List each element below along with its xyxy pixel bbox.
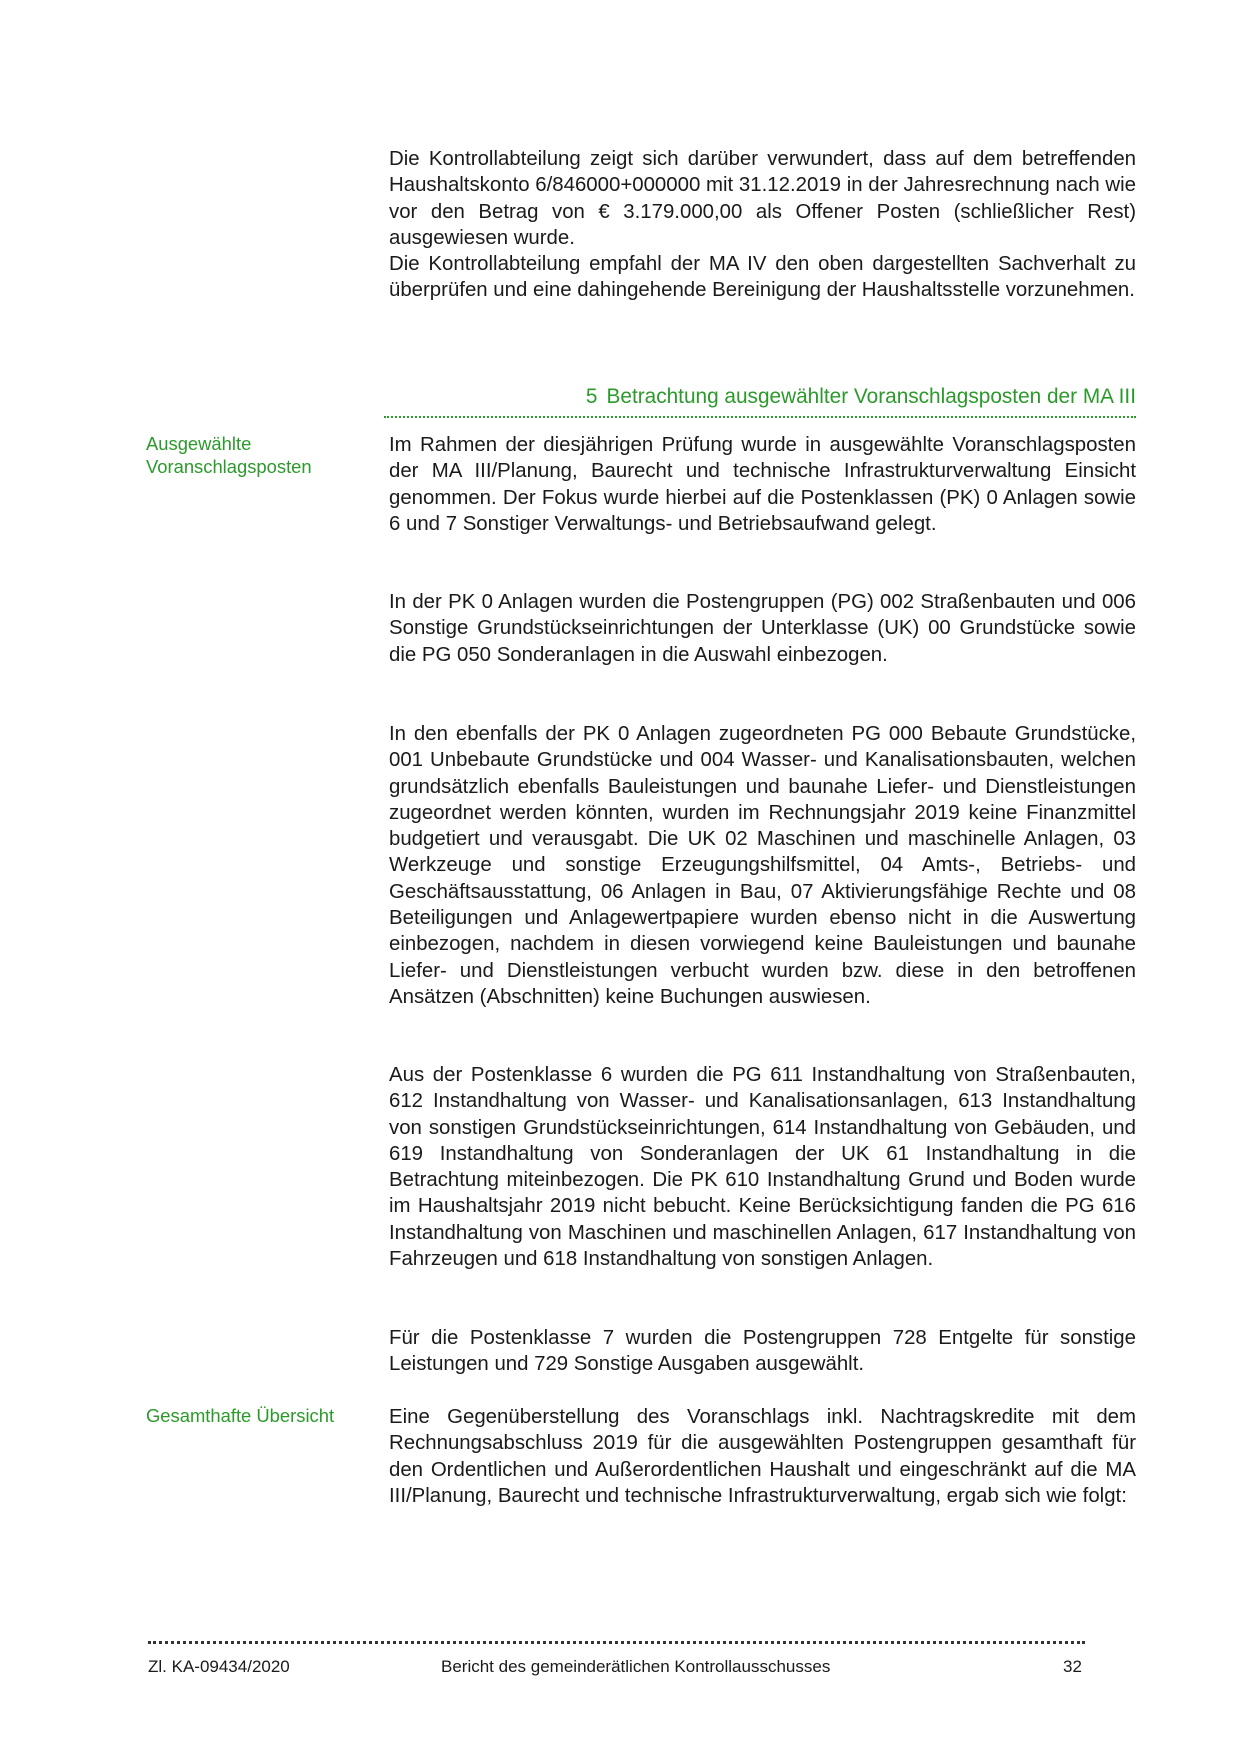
margin-note-gesamthaft [146, 1404, 386, 1427]
paragraph-text: Eine Gegenüberstellung des Voranschlags inkl. Nachtragskredite mit dem Rechnungsabschluss 2019 für die ausgewählten Postengruppen gesamthaft für den Ordentlichen und Außerordentlichen Haushalt und eingeschränkt auf die MA III/Planung, Baurecht und technische Infrastrukturverwaltung, ergab sich wie folgt: [389, 1406, 1136, 1507]
footer-page-number: 32 [1063, 1657, 1082, 1676]
margin-note-line: Gesamthafte Übersicht [146, 1405, 335, 1426]
section-title: Betrachtung ausgewählter Voranschlagsposten der MA III [606, 385, 1136, 408]
body-paragraph-1 [389, 146, 1136, 251]
paragraph-text: Für die Postenklasse 7 wurden die Postengruppen 728 Entgelte für sonstige Leistungen und 729 Sonstige Ausgaben ausgewählt. [389, 1327, 1136, 1376]
body-paragraph-6 [389, 1062, 1136, 1272]
margin-note-line: Voranschlagsposten [146, 456, 312, 477]
footer-divider [148, 1641, 1085, 1644]
body-paragraph-2 [389, 251, 1136, 304]
footer-title: Bericht des gemeinderätlichen Kontrollausschusses [441, 1657, 831, 1676]
paragraph-text: In den ebenfalls der PK 0 Anlagen zugeordneten PG 000 Bebaute Grundstücke, 001 Unbebaute Grundstücke und 004 Wasser- und Kanalisationsbauten, welchen grundsätzlich ebenfalls Bauleistungen und baunahe Liefer- und Dienstleistungen zugeordnet werden könnten, wurden im Rechnungsjahr 2019 keine Finanzmittel budgetiert und verausgabt. Die UK 02 Maschinen und maschinelle Anlagen, 03 Werkzeuge und sonstige Erzeugungshilfsmittel, 04 Amts-, Betriebs- und Geschäftsausstattung, 06 Anlagen in Bau, 07 Aktivierungsfähige Rechte und 08 Beteiligungen und Anlagewertpapiere wurden ebenso nicht in die Auswertung einbezogen, nachdem in diesen vorwiegend keine Bauleistungen und baunahe Liefer- und Dienstleistungen verbucht wurden bzw. diese in den betroffenen Ansätzen (Abschnitten) keine Buchungen auswiesen. [389, 723, 1136, 1008]
paragraph-text: Die Kontrollabteilung zeigt sich darüber verwundert, dass auf dem betreffenden Haushaltskonto 6/846000+000000 mit 31.12.2019 in der Jahresrechnung nach wie vor den Betrag von € 3.179.000,00 als Offener Posten (schließlicher Rest) ausgewiesen wurde. [389, 148, 1136, 249]
footer-reference: Zl. KA-09434/2020 [148, 1657, 290, 1676]
margin-note-line: Ausgewählte [146, 433, 252, 454]
body-paragraph-4 [389, 589, 1136, 668]
paragraph-text: In der PK 0 Anlagen wurden die Postengruppen (PG) 002 Straßenbauten und 006 Sonstige Grundstückseinrichtungen der Unterklasse (UK) 00 Grundstücke sowie die PG 050 Sonderanlagen in die Auswahl einbezogen. [389, 591, 1136, 666]
body-paragraph-8 [389, 1404, 1136, 1509]
paragraph-text: Aus der Postenklasse 6 wurden die PG 611 Instandhaltung von Straßenbauten, 612 Instandhaltung von Wasser- und Kanalisationsanlagen, 613 Instandhaltung von sonstigen Grundstückseinrichtungen, 614 Instandhaltung von Gebäuden, und 619 Instandhaltung von Sonderanlagen der UK 61 Instandhaltung in die Betrachtung miteinbezogen. Die PK 610 Instandhaltung Grund und Boden wurde im Haushaltsjahr 2019 nicht bebucht. Keine Berücksichtigung fanden die PG 616 Instandhaltung von Maschinen und maschinellen Anlagen, 617 Instandhaltung von Fahrzeugen und 618 Instandhaltung von sonstigen Anlagen. [389, 1064, 1136, 1271]
paragraph-text: Im Rahmen der diesjährigen Prüfung wurde in ausgewählte Voranschlagsposten der MA III/Planung, Baurecht und technische Infrastrukturverwaltung Einsicht genommen. Der Fokus wurde hierbei auf die Postenklassen (PK) 0 Anlagen sowie 6 und 7 Sonstiger Verwaltungs- und Betriebsaufwand gelegt. [389, 434, 1136, 535]
body-paragraph-5 [389, 721, 1136, 1010]
body-paragraph-7 [389, 1325, 1136, 1378]
section-heading [384, 384, 1136, 418]
paragraph-text: Die Kontrollabteilung empfahl der MA IV den oben dargestellten Sachverhalt zu überprüfen und eine dahingehende Bereinigung der Haushaltsstelle vorzunehmen. [389, 253, 1136, 302]
margin-note-ausgewaehlte [146, 432, 376, 478]
body-paragraph-3 [389, 432, 1136, 537]
section-number: 5 [585, 385, 598, 408]
